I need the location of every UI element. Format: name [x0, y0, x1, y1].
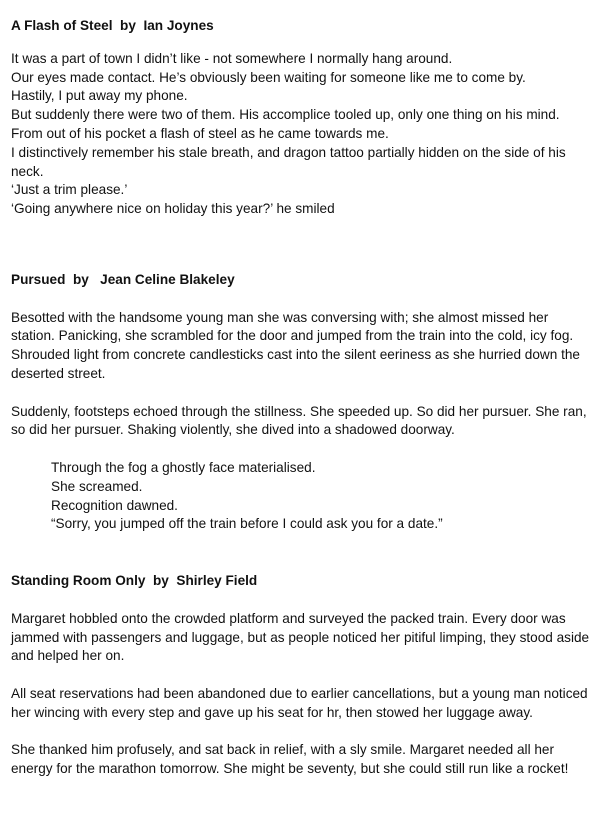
story-title: Pursued by Jean Celine Blakeley: [11, 271, 235, 287]
story-line: From out of his pocket a flash of steel as he came towards me.: [11, 125, 389, 141]
story-line: I distinctively remember his stale breath, and dragon tattoo partially hidden on the side of his neck.: [11, 144, 566, 179]
story-line: Through the fog a ghostly face materialised.: [51, 459, 316, 475]
story-standing-room-only: [11, 572, 591, 779]
story-paragraph: Margaret hobbled onto the crowded platform and surveyed the packed train. Every door was jammed with passengers and luggage, but as people noticed her pitiful limping, they stood aside and helped her on.: [11, 610, 590, 664]
story-line: Our eyes made contact. He’s obviously been waiting for someone like me to come by.: [11, 69, 526, 85]
document-page: [11, 17, 591, 779]
story-paragraph: She thanked him profusely, and sat back in relief, with a sly smile. Margaret needed all her energy for the marathon tomorrow. She might be seventy, but she could still run like a rocket!: [11, 742, 569, 777]
story-title: Standing Room Only by Shirley Field: [11, 573, 258, 589]
story-line: It was a part of town I didn’t like - not somewhere I normally hang around.: [11, 50, 453, 66]
story-line: Recognition dawned.: [51, 497, 178, 513]
story-line: “Sorry, you jumped off the train before I could ask you for a date.”: [51, 516, 443, 532]
story-line: ‘Just a trim please.’: [11, 182, 128, 198]
story-line: But suddenly there were two of them. His accomplice tooled up, only one thing on his mind.: [11, 107, 560, 123]
story-pursued: [11, 271, 591, 534]
indented-block: [11, 459, 591, 534]
story-flash-of-steel: [11, 17, 591, 219]
story-paragraph: Besotted with the handsome young man she was conversing with; she almost missed her station. Panicking, she scrambled for the door and jumped from the train into the cold, icy fog. Shrouded light from concrete candlesticks cast into the silent eeriness as she hurried down the deserted street.: [11, 309, 580, 381]
story-paragraph: Suddenly, footsteps echoed through the stillness. She speeded up. So did her pursuer. She ran, so did her pursuer. Shaking violently, she dived into a shadowed doorway.: [11, 403, 587, 438]
story-line: ‘Going anywhere nice on holiday this year?’ he smiled: [11, 201, 335, 217]
story-line: Hastily, I put away my phone.: [11, 88, 188, 104]
story-title: A Flash of Steel by Ian Joynes: [11, 18, 214, 33]
story-line: She screamed.: [51, 478, 143, 494]
story-paragraph: All seat reservations had been abandoned due to earlier cancellations, but a young man noticed her wincing with every step and gave up his seat for hr, then stowed her luggage away.: [11, 685, 588, 720]
